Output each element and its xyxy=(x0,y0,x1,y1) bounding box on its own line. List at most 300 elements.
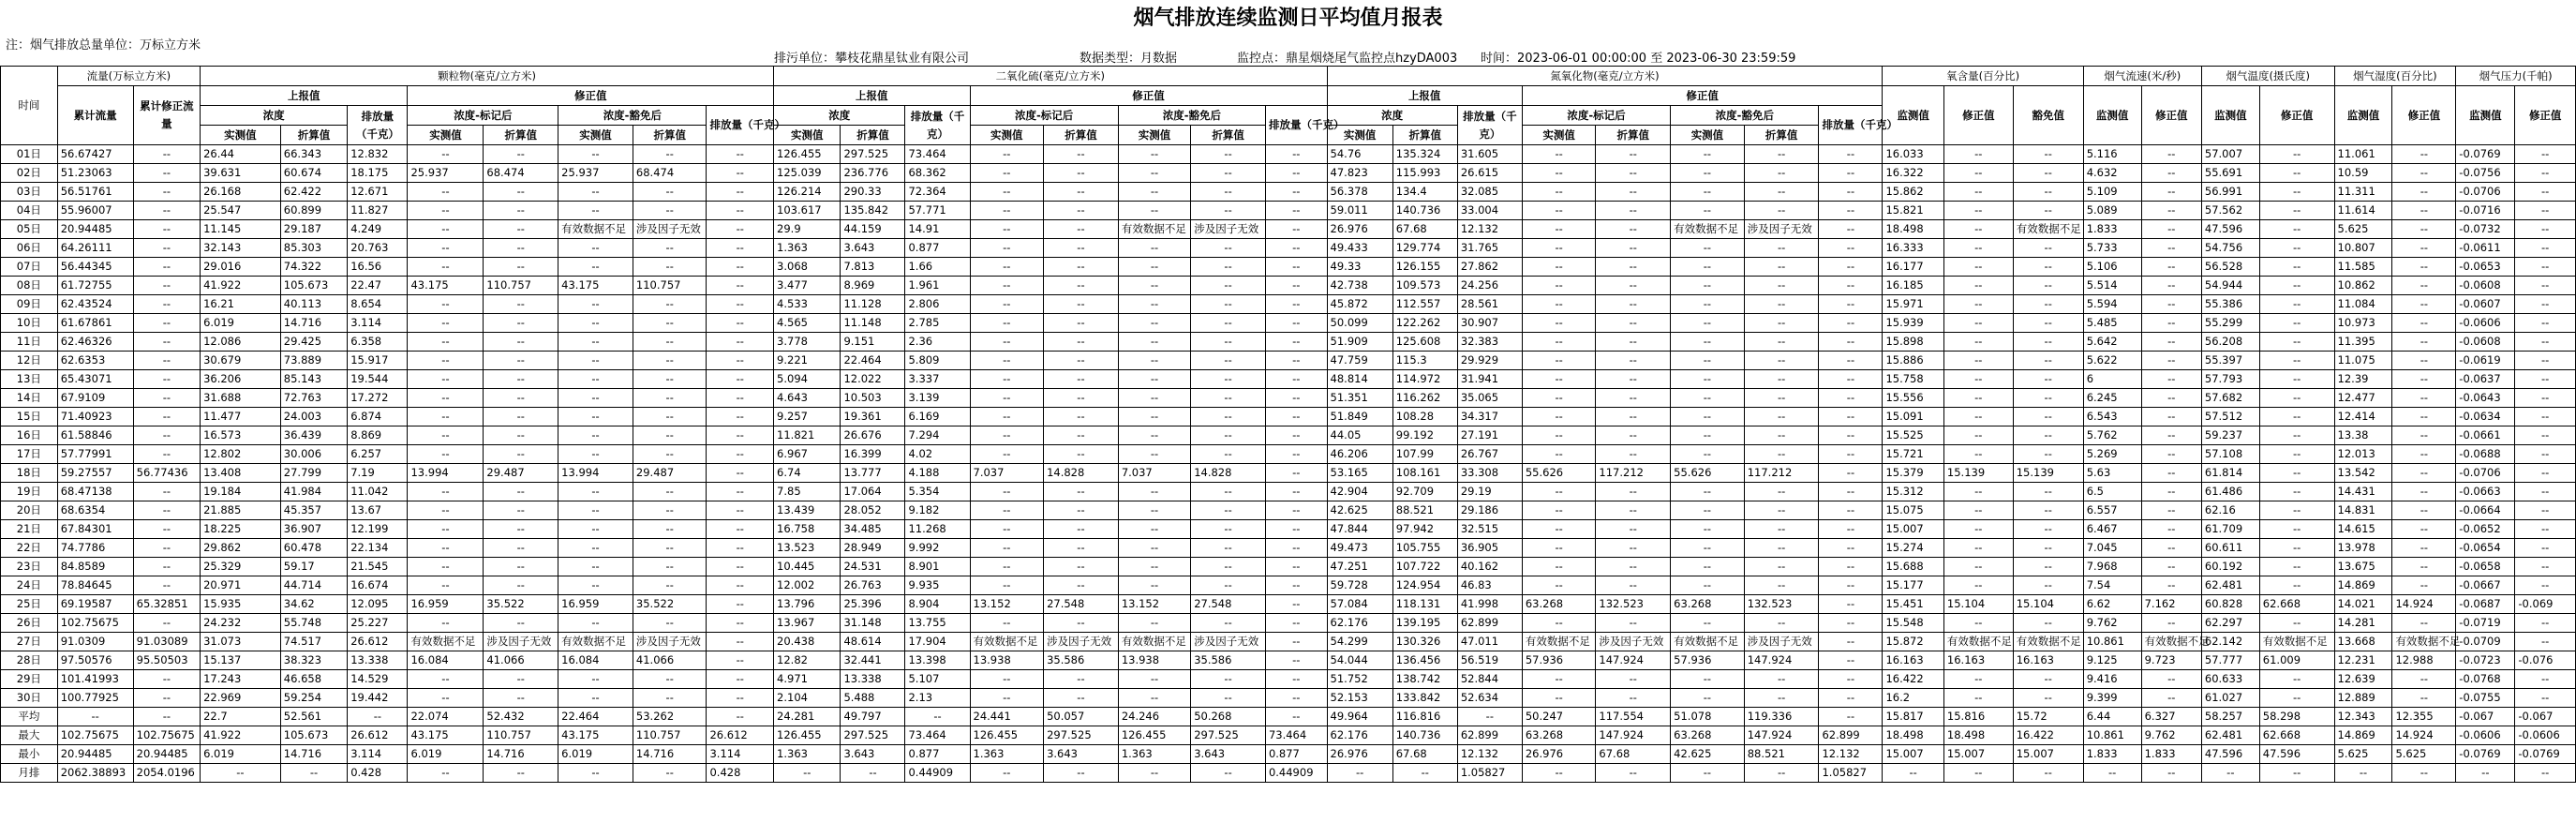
table-cell: 22.47 xyxy=(348,277,408,295)
table-cell: -- xyxy=(2141,689,2201,708)
table-cell: 6.019 xyxy=(558,745,633,764)
table-cell: -- xyxy=(1522,689,1596,708)
table-cell: -- xyxy=(633,370,707,389)
table-cell: 5.094 xyxy=(774,370,841,389)
table-cell: 29.425 xyxy=(280,333,347,352)
table-cell: -- xyxy=(2141,258,2201,277)
table-cell: 85.143 xyxy=(280,370,347,389)
table-cell: 4.533 xyxy=(774,295,841,314)
table-cell: -0.0608 xyxy=(2456,277,2515,295)
table-cell: -- xyxy=(2392,426,2456,445)
table-cell: 102.75675 xyxy=(57,726,133,745)
th-so2-emission: 排放量（千克） xyxy=(905,106,970,145)
table-cell: 6.967 xyxy=(774,445,841,464)
table-cell: 51.23063 xyxy=(57,164,133,183)
table-cell: -- xyxy=(1596,483,1671,501)
table-cell: 28.949 xyxy=(841,539,905,558)
table-cell: -- xyxy=(2259,164,2334,183)
table-cell: -- xyxy=(1819,520,1883,539)
table-cell: -- xyxy=(484,239,558,258)
table-cell: -- xyxy=(707,614,774,633)
table-cell: 13.994 xyxy=(558,464,633,483)
table-cell: 30.907 xyxy=(1457,314,1522,333)
table-cell: -- xyxy=(1392,764,1457,783)
table-cell: 62.142 xyxy=(2201,633,2259,651)
table-row xyxy=(1,295,2576,314)
table-cell: -- xyxy=(558,370,633,389)
table-cell: -- xyxy=(2141,520,2201,539)
table-cell: 18.225 xyxy=(201,520,281,539)
row-label-cell: 03日 xyxy=(1,183,58,202)
table-cell: -- xyxy=(707,708,774,726)
table-cell: 110.757 xyxy=(484,277,558,295)
table-cell: -- xyxy=(1522,576,1596,595)
table-cell: 10.59 xyxy=(2334,164,2392,183)
table-cell: 11.477 xyxy=(201,408,281,426)
table-cell: -- xyxy=(1819,145,1883,164)
table-cell: 45.357 xyxy=(280,501,347,520)
table-row xyxy=(1,145,2576,164)
table-cell: 18.498 xyxy=(1943,726,2013,745)
table-cell: 14.91 xyxy=(905,220,970,239)
table-cell: -- xyxy=(1191,614,1266,633)
table-cell: 57.682 xyxy=(2201,389,2259,408)
table-cell: 110.757 xyxy=(633,277,707,295)
table-row xyxy=(1,689,2576,708)
table-cell: -- xyxy=(2013,670,2083,689)
table-cell: -- xyxy=(707,145,774,164)
table-cell: 26.615 xyxy=(1457,164,1522,183)
table-cell: 62.43524 xyxy=(57,295,133,314)
table-cell: -- xyxy=(2259,295,2334,314)
row-label-cell: 平均 xyxy=(1,708,58,726)
table-cell: 132.523 xyxy=(1744,595,1819,614)
table-cell: 19.544 xyxy=(348,370,408,389)
table-cell: 5.733 xyxy=(2083,239,2141,258)
table-cell: -- xyxy=(1819,464,1883,483)
table-cell: 62.481 xyxy=(2201,576,2259,595)
table-cell: -- xyxy=(633,520,707,539)
table-cell: 126.455 xyxy=(970,726,1044,745)
table-cell: -- xyxy=(633,426,707,445)
table-cell: 13.542 xyxy=(2334,464,2392,483)
table-cell: 53.165 xyxy=(1327,464,1392,483)
table-cell: 3.643 xyxy=(1191,745,1266,764)
row-label-cell: 07日 xyxy=(1,258,58,277)
table-cell: -- xyxy=(1118,183,1190,202)
table-cell: 16.084 xyxy=(408,651,484,670)
table-cell: -- xyxy=(1744,445,1819,464)
table-cell: -- xyxy=(57,708,133,726)
th-so2-conc-exempt: 浓度-豁免后 xyxy=(1118,106,1265,126)
table-cell: 41.922 xyxy=(201,726,281,745)
row-label-cell: 11日 xyxy=(1,333,58,352)
table-cell: -0.0661 xyxy=(2456,426,2515,445)
table-cell: -- xyxy=(1522,164,1596,183)
table-cell: 36.206 xyxy=(201,370,281,389)
table-cell: -- xyxy=(1943,539,2013,558)
table-cell: 13.398 xyxy=(905,651,970,670)
table-cell: -- xyxy=(1943,352,2013,370)
table-cell: -- xyxy=(1265,220,1327,239)
table-cell: 0.428 xyxy=(348,764,408,783)
table-cell: 29.19 xyxy=(1457,483,1522,501)
table-cell: 49.964 xyxy=(1327,708,1392,726)
table-cell: 29.929 xyxy=(1457,352,1522,370)
table-cell: 17.243 xyxy=(201,670,281,689)
table-cell: -- xyxy=(2141,183,2201,202)
table-cell: 7.162 xyxy=(2141,595,2201,614)
table-row xyxy=(1,445,2576,464)
table-cell: 0.44909 xyxy=(905,764,970,783)
table-cell: -- xyxy=(1744,145,1819,164)
table-cell: -- xyxy=(1744,277,1819,295)
table-cell: 54.76 xyxy=(1327,145,1392,164)
table-cell: 1.833 xyxy=(2083,745,2141,764)
th-time: 时间 xyxy=(1,67,58,145)
th-pressure-group: 烟气压力(千帕) xyxy=(2456,67,2576,86)
table-cell: 有效数据不足 xyxy=(1943,633,2013,651)
table-cell: -- xyxy=(633,539,707,558)
table-cell: 126.455 xyxy=(774,145,841,164)
table-cell: 12.414 xyxy=(2334,408,2392,426)
table-cell: -0.0732 xyxy=(2456,220,2515,239)
table-cell: 17.904 xyxy=(905,633,970,651)
table-cell: -- xyxy=(633,239,707,258)
th-nox-marked-actual: 实测值 xyxy=(1522,126,1596,145)
table-cell: -- xyxy=(1044,164,1119,183)
table-cell: -- xyxy=(408,239,484,258)
table-cell: -- xyxy=(1819,426,1883,445)
table-cell: -- xyxy=(133,445,200,464)
table-cell: 47.596 xyxy=(2201,745,2259,764)
summary-row xyxy=(1,745,2576,764)
table-cell: 68.474 xyxy=(633,164,707,183)
table-cell: -- xyxy=(1819,164,1883,183)
table-cell: -- xyxy=(1191,558,1266,576)
table-cell: -- xyxy=(2013,764,2083,783)
table-cell: 15.139 xyxy=(2013,464,2083,483)
table-row xyxy=(1,389,2576,408)
table-cell: 5.107 xyxy=(905,670,970,689)
table-cell: -- xyxy=(408,370,484,389)
table-cell: 1.05827 xyxy=(1457,764,1522,783)
table-cell: -0.0658 xyxy=(2456,558,2515,576)
table-cell: 108.161 xyxy=(1392,464,1457,483)
table-cell: -- xyxy=(2392,520,2456,539)
table-cell: 11.075 xyxy=(2334,352,2392,370)
table-cell: -- xyxy=(408,520,484,539)
table-cell: -- xyxy=(1596,164,1671,183)
time-label: 时间：2023-06-01 00:00:00 至 2023-06-30 23:59:59 xyxy=(1481,52,1796,66)
table-cell: -- xyxy=(484,333,558,352)
table-cell: 13.523 xyxy=(774,539,841,558)
table-cell: -- xyxy=(970,183,1044,202)
th-pm-conc-exempt: 浓度-豁免后 xyxy=(558,106,707,126)
table-cell: -- xyxy=(1744,164,1819,183)
table-cell: 15.007 xyxy=(1943,745,2013,764)
table-cell: -- xyxy=(1118,670,1190,689)
table-cell: -- xyxy=(1191,408,1266,426)
table-cell: -- xyxy=(2259,202,2334,220)
table-cell: 56.991 xyxy=(2201,183,2259,202)
table-cell: -- xyxy=(707,539,774,558)
table-cell: -0.0706 xyxy=(2456,464,2515,483)
table-cell: 147.924 xyxy=(1744,651,1819,670)
table-cell: -- xyxy=(1596,614,1671,633)
table-cell: -- xyxy=(558,145,633,164)
report-meta xyxy=(0,51,2576,67)
table-cell: 44.714 xyxy=(280,576,347,595)
table-cell: 102.75675 xyxy=(57,614,133,633)
table-cell: 1.833 xyxy=(2141,745,2201,764)
table-cell: -- xyxy=(1265,651,1327,670)
table-cell: -- xyxy=(2141,164,2201,183)
summary-row xyxy=(1,708,2576,726)
table-cell: 22.969 xyxy=(201,689,281,708)
table-cell: -- xyxy=(2392,239,2456,258)
table-cell: 有效数据不足 xyxy=(558,220,633,239)
th-o2-exempt: 豁免值 xyxy=(2013,86,2083,145)
table-cell: 105.673 xyxy=(280,277,347,295)
table-cell: -- xyxy=(1596,501,1671,520)
table-cell: -- xyxy=(1596,295,1671,314)
table-cell: -- xyxy=(1044,764,1119,783)
table-cell: -- xyxy=(1819,501,1883,520)
table-cell: -- xyxy=(1522,314,1596,333)
table-cell: -- xyxy=(1819,408,1883,426)
table-cell: -- xyxy=(408,689,484,708)
table-cell: -- xyxy=(1744,295,1819,314)
table-cell: -- xyxy=(2392,764,2456,783)
table-cell: -- xyxy=(2259,464,2334,483)
table-cell: -- xyxy=(2515,483,2576,501)
table-cell: 14.716 xyxy=(633,745,707,764)
th-nox-conc: 浓度 xyxy=(1327,106,1457,126)
table-cell: 14.021 xyxy=(2334,595,2392,614)
table-cell: -- xyxy=(408,145,484,164)
table-cell: -- xyxy=(408,202,484,220)
table-cell: -- xyxy=(1671,202,1745,220)
row-label-cell: 09日 xyxy=(1,295,58,314)
table-cell: 133.842 xyxy=(1392,689,1457,708)
table-cell: -- xyxy=(1744,539,1819,558)
table-cell: 17.064 xyxy=(841,483,905,501)
table-cell: 9.182 xyxy=(905,501,970,520)
table-cell: -- xyxy=(1044,239,1119,258)
table-cell: -- xyxy=(2013,258,2083,277)
table-cell: 35.065 xyxy=(1457,389,1522,408)
table-cell: 57.007 xyxy=(2201,145,2259,164)
table-cell: 41.984 xyxy=(280,483,347,501)
table-cell: 59.27557 xyxy=(57,464,133,483)
table-cell: 60.611 xyxy=(2201,539,2259,558)
table-cell: -- xyxy=(1265,426,1327,445)
table-cell: 有效数据不足 xyxy=(2013,633,2083,651)
table-cell: -- xyxy=(484,445,558,464)
table-cell: -- xyxy=(133,689,200,708)
table-cell: -0.0607 xyxy=(2456,295,2515,314)
table-cell: 115.3 xyxy=(1392,352,1457,370)
table-row xyxy=(1,520,2576,539)
data-type-label: 数据类型：月数据 xyxy=(1080,52,1178,66)
table-cell: 29.186 xyxy=(1457,501,1522,520)
table-cell: 有效数据不足 xyxy=(2141,633,2201,651)
table-cell: -- xyxy=(1943,576,2013,595)
table-cell: 13.978 xyxy=(2334,539,2392,558)
th-o2-monitor: 监测值 xyxy=(1883,86,1943,145)
table-cell: -0.0652 xyxy=(2456,520,2515,539)
th-nox-emission: 排放量（千克） xyxy=(1457,106,1522,145)
table-cell: 24.232 xyxy=(201,614,281,633)
table-cell: -- xyxy=(1596,258,1671,277)
table-cell: -- xyxy=(484,483,558,501)
table-cell: -- xyxy=(558,258,633,277)
table-cell: 61.009 xyxy=(2259,651,2334,670)
table-cell: -0.0719 xyxy=(2456,614,2515,633)
table-cell: -- xyxy=(133,539,200,558)
table-cell: -- xyxy=(633,389,707,408)
table-cell: -- xyxy=(1819,576,1883,595)
table-cell: -- xyxy=(2259,183,2334,202)
table-cell: 63.268 xyxy=(1522,595,1596,614)
table-cell: -- xyxy=(1819,295,1883,314)
table-cell: 9.992 xyxy=(905,539,970,558)
table-cell: 51.078 xyxy=(1671,708,1745,726)
table-cell: -- xyxy=(2392,295,2456,314)
table-cell: -- xyxy=(707,333,774,352)
table-cell: 15.935 xyxy=(201,595,281,614)
table-cell: 22.134 xyxy=(348,539,408,558)
table-cell: 29.016 xyxy=(201,258,281,277)
table-cell: -- xyxy=(1265,483,1327,501)
row-label-cell: 04日 xyxy=(1,202,58,220)
table-cell: -- xyxy=(2013,445,2083,464)
table-cell: 11.395 xyxy=(2334,333,2392,352)
table-cell: -- xyxy=(1596,670,1671,689)
th-so2-group: 二氧化硫(毫克/立方米) xyxy=(774,67,1328,86)
table-cell: 36.905 xyxy=(1457,539,1522,558)
table-cell: 8.969 xyxy=(841,277,905,295)
table-cell: 65.32851 xyxy=(133,595,200,614)
table-cell: 12.086 xyxy=(201,333,281,352)
table-cell: 3.643 xyxy=(841,239,905,258)
table-cell: -- xyxy=(633,445,707,464)
th-so2-corrected: 修正值 xyxy=(970,86,1327,106)
table-cell: -- xyxy=(2515,202,2576,220)
table-cell: -- xyxy=(1671,295,1745,314)
table-cell: -- xyxy=(558,426,633,445)
table-cell: 73.464 xyxy=(905,726,970,745)
table-cell: 28.052 xyxy=(841,501,905,520)
table-cell: 7.037 xyxy=(970,464,1044,483)
table-cell: 51.849 xyxy=(1327,408,1392,426)
table-cell: -- xyxy=(1943,202,2013,220)
table-cell: 31.941 xyxy=(1457,370,1522,389)
table-cell: -- xyxy=(970,389,1044,408)
table-cell: -- xyxy=(1265,520,1327,539)
table-cell: -0.0706 xyxy=(2456,183,2515,202)
table-cell: -- xyxy=(2392,370,2456,389)
table-cell: -- xyxy=(1265,333,1327,352)
table-row xyxy=(1,576,2576,595)
table-cell: -- xyxy=(1265,258,1327,277)
table-cell: -- xyxy=(1671,483,1745,501)
summary-row xyxy=(1,764,2576,783)
table-cell: 15.007 xyxy=(2013,745,2083,764)
table-cell: -- xyxy=(408,295,484,314)
row-label-cell: 08日 xyxy=(1,277,58,295)
table-cell: 147.924 xyxy=(1596,651,1671,670)
table-cell: 13.777 xyxy=(841,464,905,483)
table-cell: 26.44 xyxy=(201,145,281,164)
table-cell: 5.109 xyxy=(2083,183,2141,202)
table-cell: 13.338 xyxy=(348,651,408,670)
table-cell: 9.762 xyxy=(2083,614,2141,633)
table-cell: 48.614 xyxy=(841,633,905,651)
table-cell: -- xyxy=(1819,239,1883,258)
th-velocity-correct: 修正值 xyxy=(2141,86,2201,145)
table-cell: 73.464 xyxy=(905,145,970,164)
table-cell: -- xyxy=(1943,239,2013,258)
table-cell: 0.44909 xyxy=(1265,764,1327,783)
table-cell: 59.011 xyxy=(1327,202,1392,220)
table-cell: 61.486 xyxy=(2201,483,2259,501)
table-cell: -- xyxy=(133,558,200,576)
table-cell: 7.85 xyxy=(774,483,841,501)
table-cell: 30.679 xyxy=(201,352,281,370)
table-cell: 74.322 xyxy=(280,258,347,277)
table-cell: -- xyxy=(484,352,558,370)
table-cell: -- xyxy=(1943,670,2013,689)
table-cell: -- xyxy=(2515,145,2576,164)
table-cell: 14.924 xyxy=(2392,726,2456,745)
table-cell: 6.62 xyxy=(2083,595,2141,614)
table-cell: 26.612 xyxy=(348,633,408,651)
table-cell: -- xyxy=(970,277,1044,295)
table-cell: -- xyxy=(558,483,633,501)
table-cell: 31.605 xyxy=(1457,145,1522,164)
table-cell: 51.351 xyxy=(1327,389,1392,408)
table-cell: -- xyxy=(2515,408,2576,426)
table-cell: 91.0309 xyxy=(57,633,133,651)
table-cell: -0.0654 xyxy=(2456,539,2515,558)
table-cell: 16.959 xyxy=(558,595,633,614)
table-cell: 72.364 xyxy=(905,183,970,202)
table-cell: 36.907 xyxy=(280,520,347,539)
table-cell: -- xyxy=(970,145,1044,164)
table-cell: -- xyxy=(1191,352,1266,370)
table-cell: 12.832 xyxy=(348,145,408,164)
th-pm-exempt-actual: 实测值 xyxy=(558,126,633,145)
th-o2-correct: 修正值 xyxy=(1943,86,2013,145)
th-humidity-correct: 修正值 xyxy=(2392,86,2456,145)
table-cell: -- xyxy=(1671,501,1745,520)
table-cell: 67.84301 xyxy=(57,520,133,539)
table-cell: 2.785 xyxy=(905,314,970,333)
table-cell: -- xyxy=(2392,258,2456,277)
table-cell: 有效数据不足 xyxy=(1671,220,1745,239)
table-cell: -- xyxy=(1744,501,1819,520)
table-cell: -- xyxy=(2259,220,2334,239)
table-cell: 36.439 xyxy=(280,426,347,445)
table-cell: 5.63 xyxy=(2083,464,2141,483)
table-cell: -- xyxy=(1118,277,1190,295)
table-cell: -- xyxy=(2141,558,2201,576)
row-label-cell: 05日 xyxy=(1,220,58,239)
table-cell: -- xyxy=(633,483,707,501)
table-cell: 20.94485 xyxy=(57,220,133,239)
